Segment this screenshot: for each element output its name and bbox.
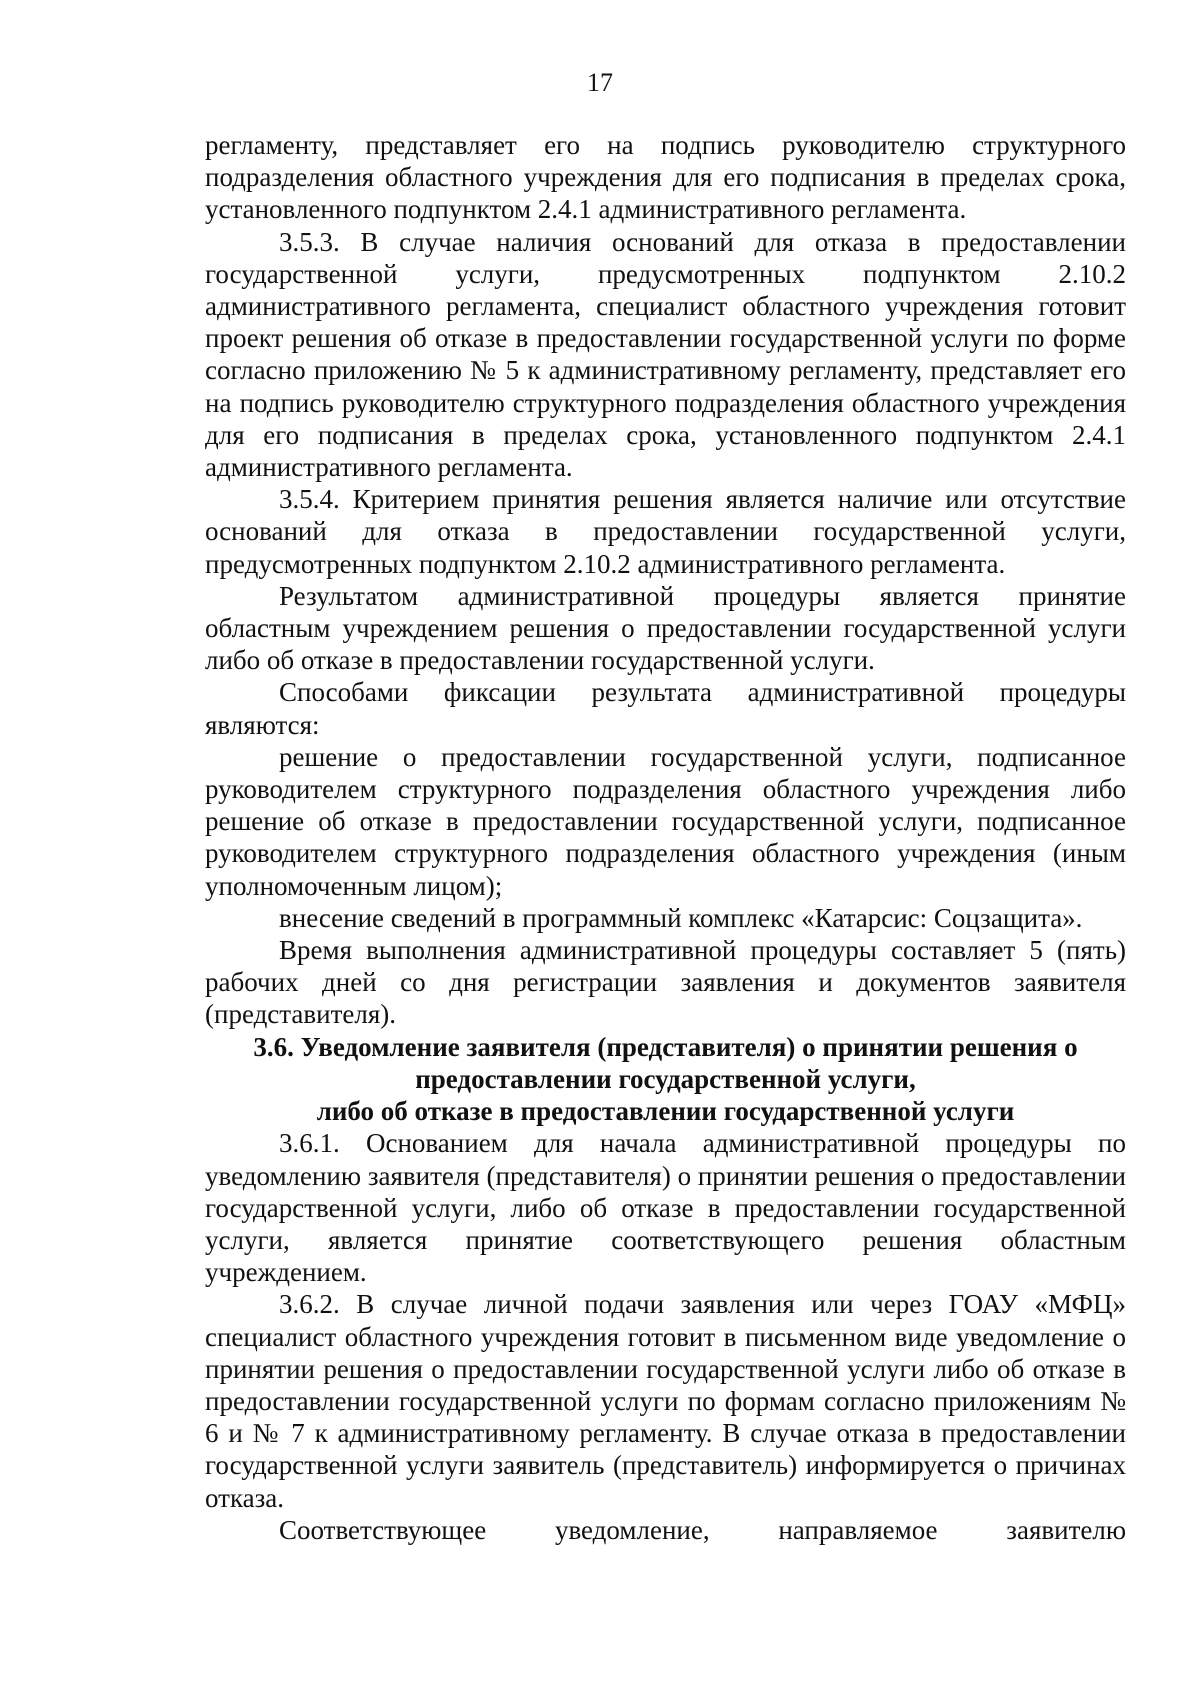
paragraph-continuation: регламенту, представляет его на подпись руководителю структурного подразделения областного учреждения для его подписания в пределах срока, установленного подпунктом 2.4.1 административного регламента. [205,130,1126,225]
paragraph-notification-sent: Соответствующее уведомление, направляемое заявителю [279,1514,1126,1545]
paragraph-3-6-2: 3.6.2. В случае личной подачи заявления или через ГОАУ «МФЦ» специалист областного учреждения готовит в письменном виде уведомление о принятии решения о предоставлении государственной услуги либо об отказе в предоставлении государственной услуги по формам согласно приложениям № 6 и № 7 к административному регламенту. В случае отказа в предоставлении государственной услуги заявитель (представитель) информируется о причинах отказа. [205,1289,1126,1513]
paragraph-3-5-3: 3.5.3. В случае наличия оснований для отказа в предоставлении государственной услуги, предусмотренных подпунктом 2.10.2 административного регламента, специалист областного учреждения готовит проект решения об отказе в предоставлении государственной услуги по форме согласно приложению № 5 к административному регламенту, представляет его на подпись руководителю структурного подразделения областного учреждения для его подписания в пределах срока, установленного подпунктом 2.4.1 административного регламента. [205,226,1126,483]
paragraph-fixation-methods: Способами фиксации результата административной процедуры являются: [205,677,1126,740]
paragraph-katarsis-entry: внесение сведений в программный комплекс «Катарсис: Соцзащита». [279,902,1083,933]
section-heading-3-6 [205,1031,1126,1128]
page-number: 17 [587,68,613,97]
paragraph-decision-signed: решение о предоставлении государственной услуги, подписанное руководителем структурного подразделения областного учреждения либо решение об отказе в предоставлении государственной услуги, подписанное руководителем структурного подразделения областного учреждения (иным уполномоченным лицом); [205,741,1126,901]
section-heading-line: предоставлении государственной услуги, [415,1063,916,1094]
paragraph-3-6-1: 3.6.1. Основанием для начала административной процедуры по уведомлению заявителя (представителя) о принятии решения о предоставлении государственной услуги, либо об отказе в предоставлении государственной услуги, является принятие соответствующего решения областным учреждением. [205,1128,1126,1288]
section-heading-line: 3.6. Уведомление заявителя (представителя) о принятии решения о [253,1031,1078,1062]
paragraph-result: Результатом административной процедуры является принятие областным учреждением решения о предоставлении государственной услуги либо об отказе в предоставлении государственной услуги. [205,580,1126,676]
paragraph-execution-time: Время выполнения административной процедуры составляет 5 (пять) рабочих дней со дня регистрации заявления и документов заявителя (представителя). [205,935,1126,1030]
document-body [205,129,1126,1546]
section-heading-line: либо об отказе в предоставлении государственной услуги [316,1096,1015,1127]
paragraph-3-5-4: 3.5.4. Критерием принятия решения является наличие или отсутствие оснований для отказа в предоставлении государственной услуги, предусмотренных подпунктом 2.10.2 административного регламента. [205,484,1126,579]
